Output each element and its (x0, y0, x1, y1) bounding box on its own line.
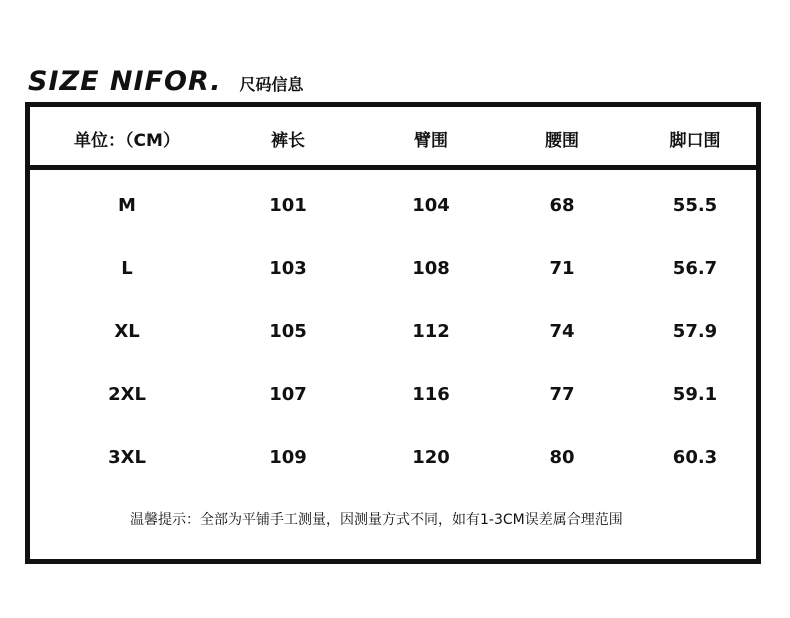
hem-cell: 55.5 (672, 195, 718, 216)
measurement-note: 温馨提示：全部为平铺手工测量，因测量方式不同，如有1-3CM误差属合理范围 (130, 512, 623, 528)
header-hem: 脚口围 (669, 131, 721, 151)
arm-cell: 116 (412, 384, 450, 405)
size-cell: 2XL (108, 384, 146, 405)
header-waist: 腰围 (545, 131, 579, 151)
arm-cell: 120 (412, 447, 450, 468)
table-row (30, 376, 756, 416)
size-cell: M (118, 195, 136, 216)
arm-cell: 104 (412, 195, 450, 216)
table-row (30, 250, 756, 290)
length-cell: 101 (269, 195, 307, 216)
waist-cell: 80 (549, 447, 575, 468)
size-cell: XL (114, 321, 140, 342)
table-row (30, 187, 756, 227)
arm-cell: 108 (412, 258, 450, 279)
length-cell: 105 (269, 321, 307, 342)
length-cell: 107 (269, 384, 307, 405)
waist-cell: 74 (549, 321, 575, 342)
header-unit: 单位：（CM） (74, 131, 180, 151)
table-row (30, 313, 756, 353)
waist-cell: 68 (549, 195, 575, 216)
size-cell: L (121, 258, 133, 279)
arm-cell: 112 (412, 321, 450, 342)
waist-cell: 77 (549, 384, 575, 405)
table-header-row (30, 107, 756, 170)
page-heading (28, 66, 304, 102)
length-cell: 103 (269, 258, 307, 279)
hem-cell: 56.7 (672, 258, 718, 279)
size-chart-table (25, 102, 761, 564)
header-length: 裤长 (271, 131, 305, 151)
length-cell: 109 (269, 447, 307, 468)
page-subtitle: 尺码信息 (239, 75, 304, 94)
brand-title: SIZE NIFOR. (28, 66, 222, 97)
hem-cell: 57.9 (672, 321, 718, 342)
waist-cell: 71 (549, 258, 575, 279)
table-row (30, 439, 756, 479)
header-arm: 臂围 (414, 131, 448, 151)
hem-cell: 60.3 (672, 447, 718, 468)
hem-cell: 59.1 (672, 384, 718, 405)
size-cell: 3XL (108, 447, 146, 468)
